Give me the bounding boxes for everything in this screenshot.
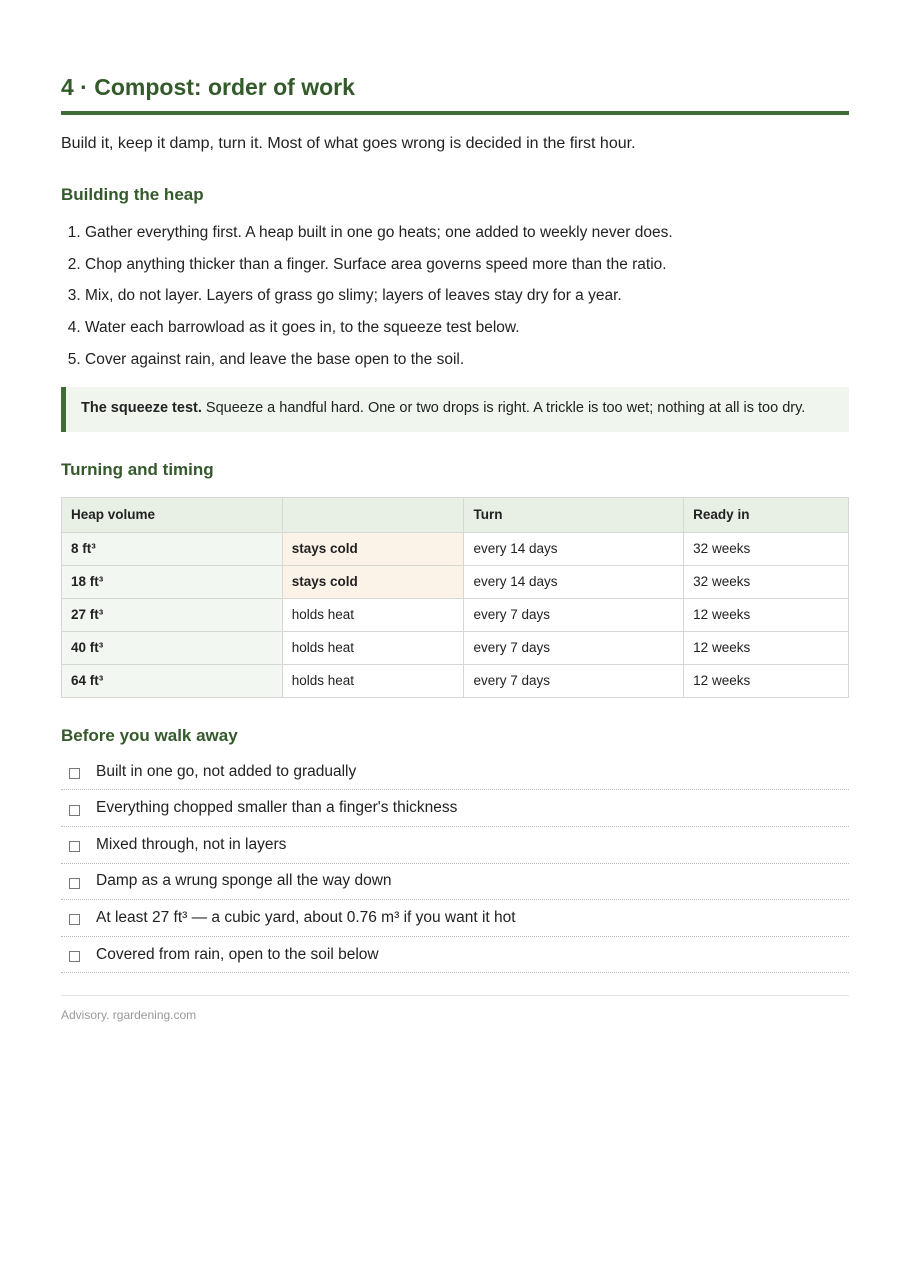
checkbox-icon[interactable] (69, 805, 80, 816)
squeeze-test-callout (61, 387, 849, 432)
table-row (62, 532, 849, 565)
checklist-item-label: At least 27 ft³ — a cubic yard, about 0.76 m³ if you want it hot (96, 908, 516, 926)
column-header-heat (282, 497, 464, 532)
column-header-turn: Turn (464, 497, 684, 532)
cell-heat: stays cold (282, 565, 464, 598)
callout-lead: The squeeze test. (81, 399, 202, 416)
checklist-item (61, 790, 849, 827)
cell-volume: 8 ft³ (62, 532, 283, 565)
checklist-item-label: Mixed through, not in layers (96, 835, 287, 853)
checklist-item-label: Built in one go, not added to gradually (96, 762, 357, 780)
section-heading-building: Building the heap (61, 185, 204, 204)
checkbox-icon[interactable] (69, 768, 80, 779)
cell-ready: 32 weeks (684, 532, 849, 565)
cell-heat: holds heat (282, 598, 464, 631)
checklist-item (61, 864, 849, 901)
cell-turn: every 7 days (464, 631, 684, 664)
checkbox-icon[interactable] (69, 914, 80, 925)
cell-volume: 27 ft³ (62, 598, 283, 631)
table-row (62, 664, 849, 697)
cell-ready: 12 weeks (684, 631, 849, 664)
building-steps-list (61, 223, 849, 370)
checkbox-icon[interactable] (69, 951, 80, 962)
cell-heat: holds heat (282, 664, 464, 697)
cell-heat: holds heat (282, 631, 464, 664)
checklist-item-label: Covered from rain, open to the soil below (96, 945, 379, 963)
before-you-walk-away-checklist (61, 754, 849, 974)
checklist-item (61, 754, 849, 791)
cell-heat: stays cold (282, 532, 464, 565)
table-row (62, 631, 849, 664)
checklist-item (61, 900, 849, 937)
checkbox-icon[interactable] (69, 878, 80, 889)
checklist-item (61, 827, 849, 864)
page-title: 4 · Compost: order of work (61, 0, 849, 115)
cell-ready: 32 weeks (684, 565, 849, 598)
column-header-volume: Heap volume (62, 497, 283, 532)
section-heading-turning: Turning and timing (61, 459, 214, 479)
checkbox-icon[interactable] (69, 841, 80, 852)
turning-timing-table (61, 497, 849, 698)
step-item: 5. Cover against rain, and leave the base open to the soil. (85, 350, 849, 370)
cell-turn: every 7 days (464, 598, 684, 631)
intro-text: Build it, keep it damp, turn it. Most of what goes wrong is decided in the first hour. (61, 135, 636, 152)
step-item: 4. Water each barrowload as it goes in, to the squeeze test below. (85, 318, 849, 338)
cell-ready: 12 weeks (684, 664, 849, 697)
checklist-item (61, 937, 849, 974)
cell-turn: every 14 days (464, 532, 684, 565)
step-item: 1. Gather everything first. A heap built in one go heats; one added to weekly never does. (85, 223, 849, 243)
step-item: 2. Chop anything thicker than a finger. Surface area governs speed more than the ratio. (85, 255, 849, 275)
cell-ready: 12 weeks (684, 598, 849, 631)
cell-volume: 18 ft³ (62, 565, 283, 598)
cell-turn: every 14 days (464, 565, 684, 598)
callout-text: Squeeze a handful hard. One or two drops is right. A trickle is too wet; nothing at all is too dry. (201, 399, 806, 416)
column-header-ready: Ready in (684, 497, 849, 532)
checklist-item-label: Damp as a wrung sponge all the way down (96, 872, 392, 890)
section-heading-checklist: Before you walk away (61, 725, 238, 745)
table-row (62, 598, 849, 631)
table-header-row (62, 497, 849, 532)
step-item: 3. Mix, do not layer. Layers of grass go slimy; layers of leaves stay dry for a year. (85, 286, 849, 306)
cell-volume: 64 ft³ (62, 664, 283, 697)
checklist-item-label: Everything chopped smaller than a finger's thickness (96, 799, 458, 817)
footer-note: Advisory. rgardening.com (61, 995, 849, 1022)
table-row (62, 565, 849, 598)
cell-turn: every 7 days (464, 664, 684, 697)
cell-volume: 40 ft³ (62, 631, 283, 664)
